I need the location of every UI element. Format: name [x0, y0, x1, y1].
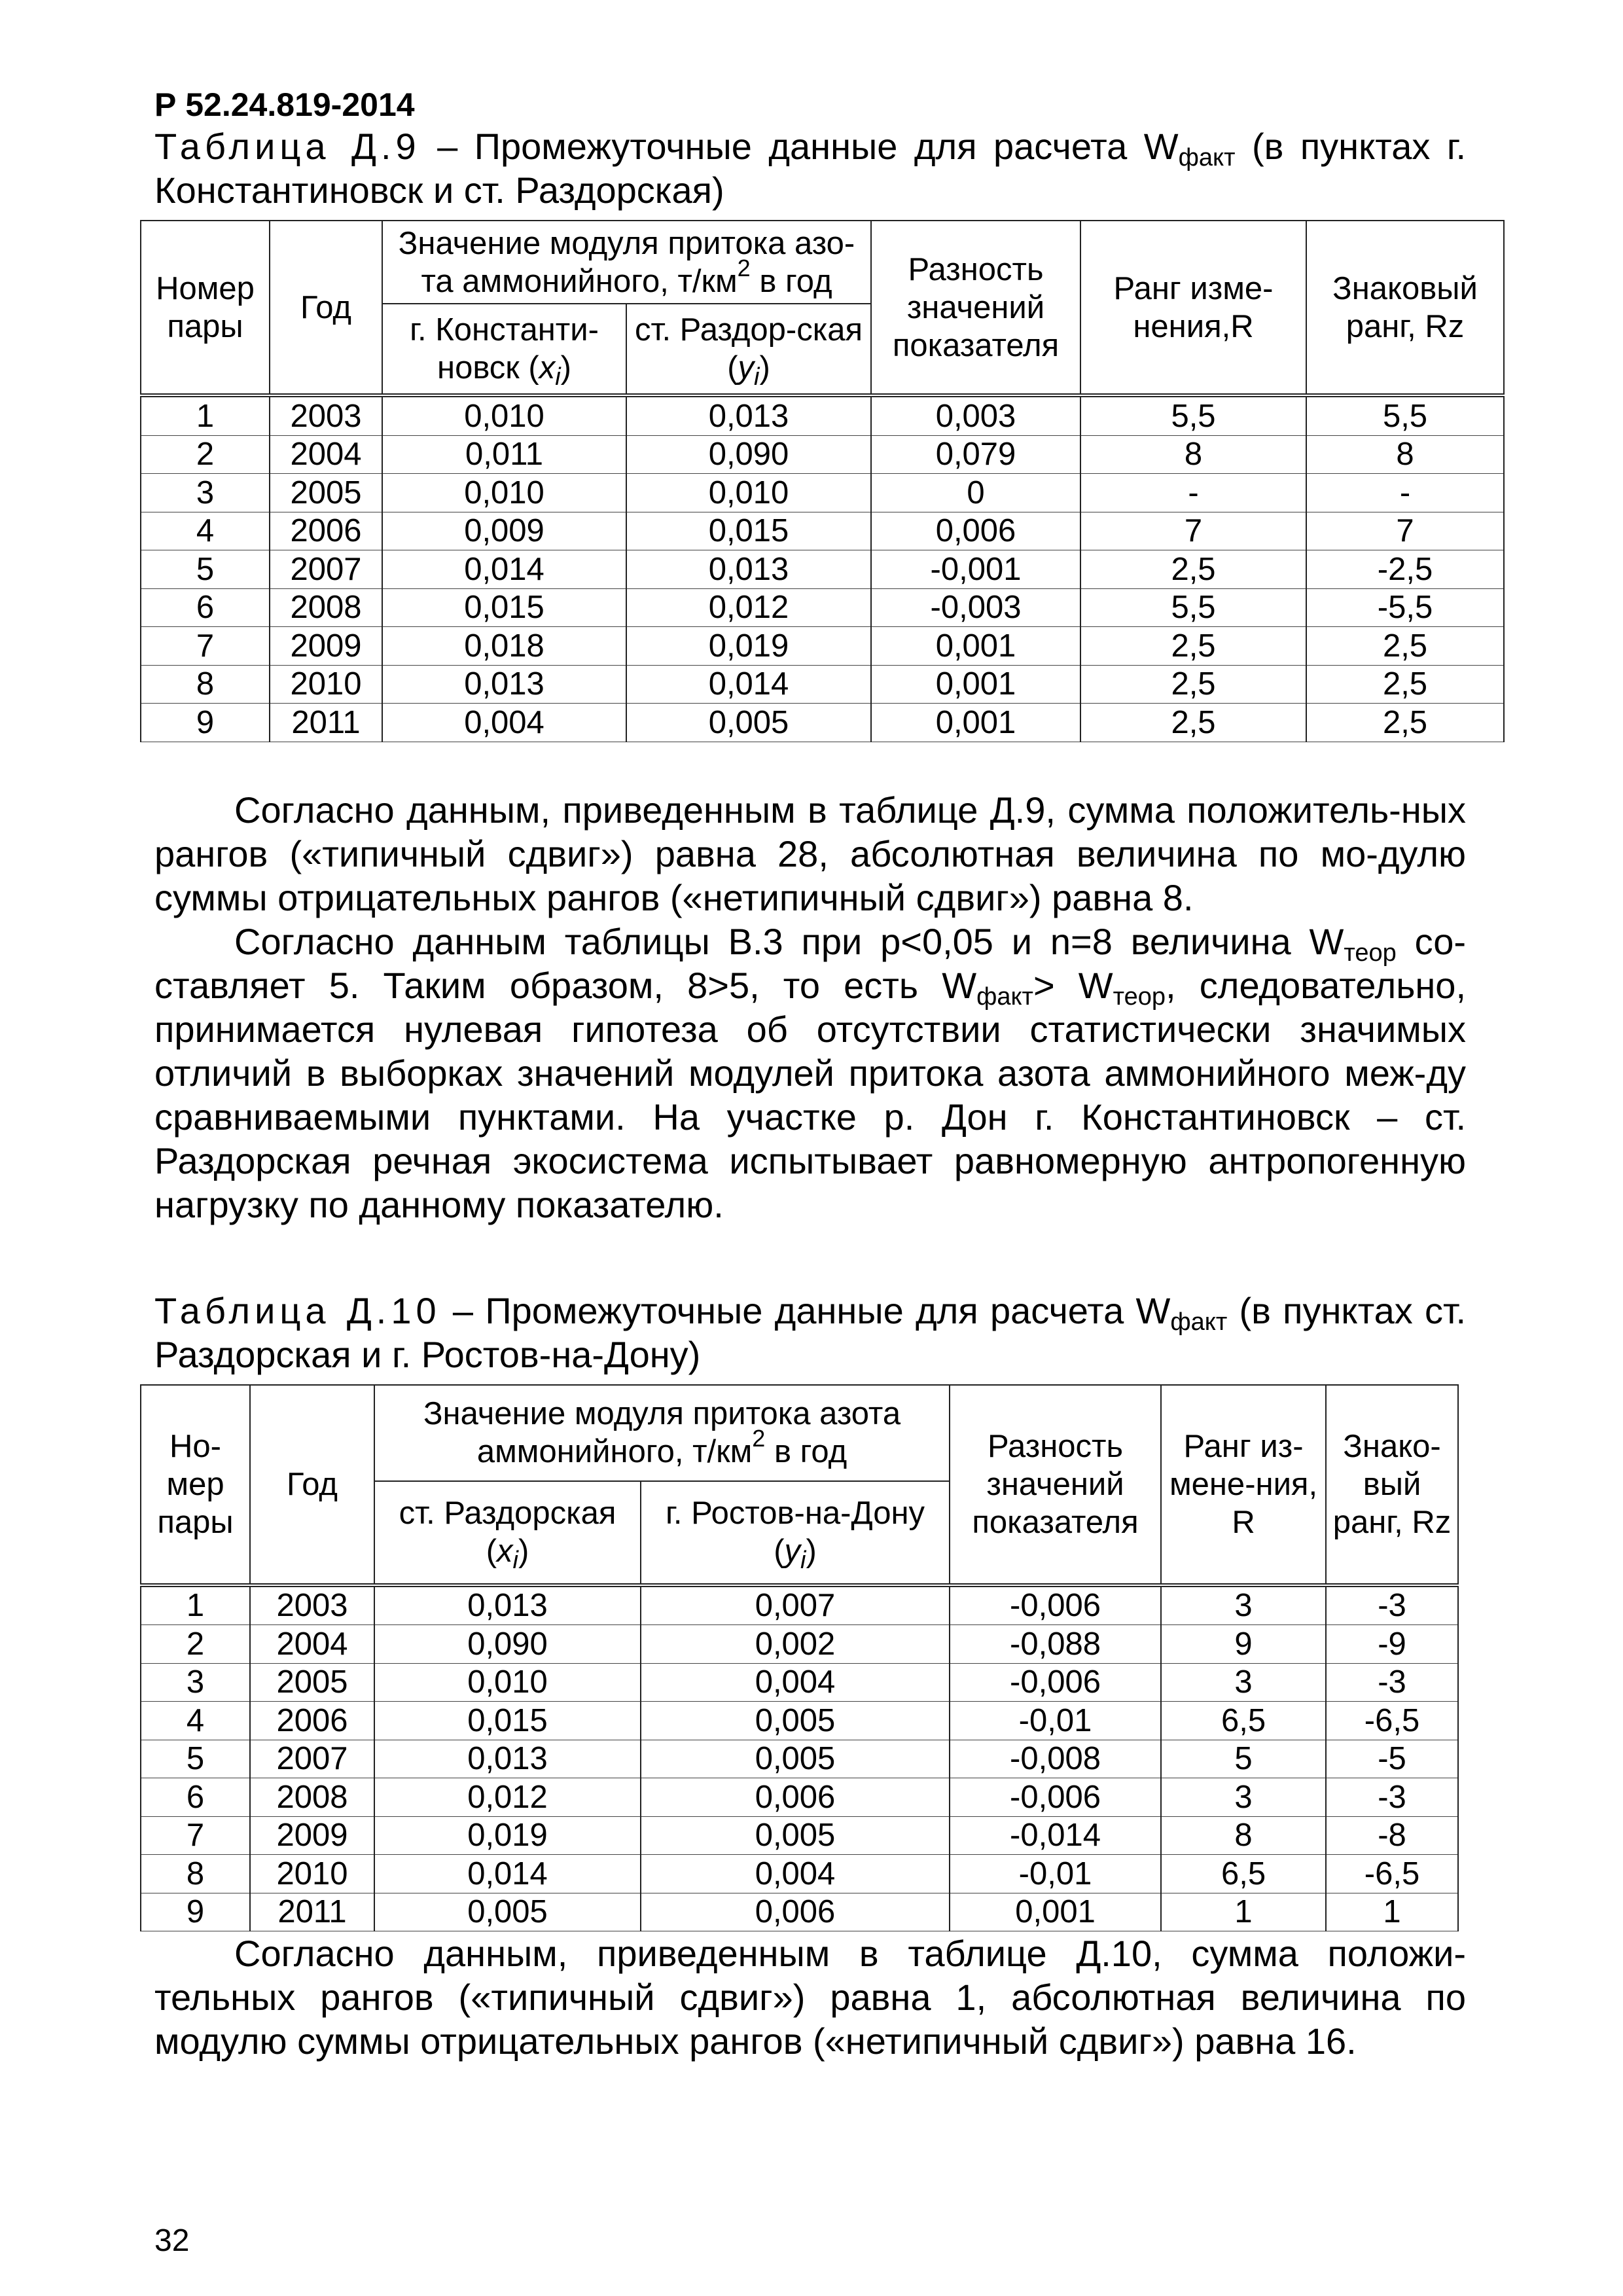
- table-cell: 0,012: [626, 588, 871, 627]
- table-cell: 0,010: [382, 474, 626, 512]
- header-rank: Ранг изме-нения,R: [1080, 221, 1306, 395]
- table-cell: 0,005: [641, 1740, 950, 1778]
- table-cell: 5: [141, 550, 270, 589]
- header-y-site: г. Ростов-на-Дону $(y_i)$: [641, 1481, 950, 1585]
- table-cell: 2011: [250, 1893, 374, 1931]
- paragraph-d9-summary: Согласно данным, приведенным в таблице Д.9, сумма положитель-ных рангов («типичный сдвиг») равна 28, абсолютная величина по мо-дулю суммы отрицательных рангов («нетипичный сдвиг») равна 8.: [154, 789, 1466, 918]
- header-x-site: ст. Раздорская $(x_i)$: [374, 1481, 641, 1585]
- table-cell: 2005: [270, 474, 382, 512]
- table-cell: 2004: [250, 1625, 374, 1664]
- table-cell: 1: [1326, 1893, 1458, 1931]
- paragraph-conclusion: Согласно данным таблицы В.3 при p<0,05 и n=8 величина $W_{теор}$ со-ставляет 5. Таким образом, 8>5, то есть $W_{факт}> W_{теор}$, следовательно, принимается нулевая гипотеза об отсутствии статистически значимых отличий в выборках значений модулей притока азота аммонийного меж-ду сравниваемыми пунктами. На участке р. Дон г. Константиновск – ст. Раздорская речная экосистема испытывает равномерную антропогенную нагрузку по данному показателю.: [154, 920, 1466, 1225]
- table-caption-label: Таблица Д.9: [154, 126, 421, 167]
- table-cell: 0,090: [626, 435, 871, 474]
- table-cell: 2010: [250, 1855, 374, 1893]
- document-code: Р 52.24.819-2014: [154, 86, 415, 123]
- table-cell: 2,5: [1080, 550, 1306, 589]
- table-cell: 9: [141, 704, 270, 742]
- table-row: [141, 1855, 1458, 1893]
- table-row: [141, 627, 1504, 666]
- table-cell: 0,013: [374, 1740, 641, 1778]
- table-cell: 5,5: [1306, 395, 1504, 435]
- table-cell: 0,009: [382, 512, 626, 550]
- table-cell: 1: [141, 395, 270, 435]
- table-cell: -6,5: [1326, 1702, 1458, 1740]
- table-cell: -0,01: [950, 1702, 1161, 1740]
- table-cell: 2,5: [1306, 665, 1504, 704]
- table-cell: -6,5: [1326, 1855, 1458, 1893]
- table-cell: 2007: [270, 550, 382, 589]
- table-cell: -3: [1326, 1663, 1458, 1702]
- table-cell: -0,001: [871, 550, 1080, 589]
- table-cell: 2005: [250, 1663, 374, 1702]
- header-value-group: Значение модуля притока азота аммонийного, $т/км^2$ в год: [374, 1385, 950, 1481]
- table-cell: 2007: [250, 1740, 374, 1778]
- table-cell: 8: [1306, 435, 1504, 474]
- table-cell: 0,015: [374, 1702, 641, 1740]
- table-cell: 8: [141, 1855, 250, 1893]
- table-cell: 2: [141, 435, 270, 474]
- table-cell: -5: [1326, 1740, 1458, 1778]
- table-cell: 0,006: [641, 1778, 950, 1817]
- table-cell: 0,014: [626, 665, 871, 704]
- table-row: [141, 395, 1504, 435]
- table-caption-d10: [154, 1289, 1466, 1376]
- table-cell: 2011: [270, 704, 382, 742]
- table-cell: 2,5: [1080, 627, 1306, 666]
- table-cell: 5,5: [1080, 588, 1306, 627]
- table-cell: -0,003: [871, 588, 1080, 627]
- table-cell: -3: [1326, 1778, 1458, 1817]
- table-cell: 3: [1161, 1585, 1326, 1625]
- table-cell: 2,5: [1080, 704, 1306, 742]
- table-cell: 9: [1161, 1625, 1326, 1664]
- table-caption-label: Таблица Д.10: [154, 1289, 441, 1331]
- table-cell: 2,5: [1306, 704, 1504, 742]
- table-cell: 1: [1161, 1893, 1326, 1931]
- table-caption-subscript: факт: [1178, 144, 1236, 171]
- table-caption-subscript: факт: [1170, 1308, 1228, 1336]
- table-cell: -3: [1326, 1585, 1458, 1625]
- table-cell: 0,004: [641, 1663, 950, 1702]
- header-value-group: Значение модуля притока азо-та аммонийного, $т/км^2$ в год: [382, 221, 871, 304]
- paragraph-d10-summary: Согласно данным, приведенным в таблице Д.10, сумма положи-тельных рангов («типичный сдвиг») равна 1, абсолютная величина по модулю суммы отрицательных рангов («нетипичный сдвиг») равна 16.: [154, 1933, 1466, 2062]
- table-cell: -8: [1326, 1816, 1458, 1855]
- table-row: [141, 1702, 1458, 1740]
- table-cell: 0,013: [626, 395, 871, 435]
- table-cell: 6,5: [1161, 1702, 1326, 1740]
- table-cell: 2: [141, 1625, 250, 1664]
- table-cell: 0,005: [641, 1702, 950, 1740]
- table-cell: 4: [141, 1702, 250, 1740]
- table-cell: -0,014: [950, 1816, 1161, 1855]
- table-cell: 5: [1161, 1740, 1326, 1778]
- table-row: [141, 665, 1504, 704]
- table-cell: 0,010: [626, 474, 871, 512]
- table-cell: 0,001: [871, 704, 1080, 742]
- table-cell: 5: [141, 1740, 250, 1778]
- table-row: [141, 512, 1504, 550]
- table-row: [141, 550, 1504, 589]
- table-cell: 2009: [250, 1816, 374, 1855]
- table-cell: 0,014: [382, 550, 626, 589]
- header-rank: Ранг из-мене-ния, R: [1161, 1385, 1326, 1585]
- table-cell: 0,006: [641, 1893, 950, 1931]
- table-cell: 0,004: [641, 1855, 950, 1893]
- table-cell: 0,001: [871, 627, 1080, 666]
- table-cell: 2010: [270, 665, 382, 704]
- header-year: Год: [250, 1385, 374, 1585]
- table-row: [141, 1893, 1458, 1931]
- header-signed-rank: Знаковый ранг, Rz: [1306, 221, 1504, 395]
- table-row: [141, 704, 1504, 742]
- table-cell: 8: [1080, 435, 1306, 474]
- table-caption-text: – Промежуточные данные для расчета W: [452, 1289, 1171, 1331]
- table-cell: 3: [1161, 1778, 1326, 1817]
- table-cell: -0,008: [950, 1740, 1161, 1778]
- table-cell: 0,010: [374, 1663, 641, 1702]
- header-difference: Разность значений показателя: [871, 221, 1080, 395]
- table-cell: 6: [141, 1778, 250, 1817]
- table-cell: -: [1080, 474, 1306, 512]
- table-cell: 0,013: [374, 1585, 641, 1625]
- table-cell: 2,5: [1306, 627, 1504, 666]
- table-row: [141, 1740, 1458, 1778]
- table-caption-d9: [154, 124, 1466, 212]
- table-cell: 2,5: [1080, 665, 1306, 704]
- table-cell: 6,5: [1161, 1855, 1326, 1893]
- table-cell: -9: [1326, 1625, 1458, 1664]
- table-cell: -0,006: [950, 1663, 1161, 1702]
- table-cell: -0,01: [950, 1855, 1161, 1893]
- table-cell: 0,013: [382, 665, 626, 704]
- header-difference: Разность значений показателя: [950, 1385, 1161, 1585]
- table-cell: 0,001: [950, 1893, 1161, 1931]
- table-cell: 0,013: [626, 550, 871, 589]
- table-cell: 0,090: [374, 1625, 641, 1664]
- table-cell: 0,007: [641, 1585, 950, 1625]
- table-cell: 2003: [270, 395, 382, 435]
- header-x-site: г. Константи-новск $(x_i)$: [382, 304, 626, 395]
- table-cell: -0,006: [950, 1585, 1161, 1625]
- table-cell: 0,015: [382, 588, 626, 627]
- table-cell: 0,003: [871, 395, 1080, 435]
- table-cell: 0,004: [382, 704, 626, 742]
- page-number: 32: [154, 2223, 190, 2258]
- table-cell: 0: [871, 474, 1080, 512]
- data-table-d9: [140, 220, 1505, 742]
- table-cell: 2008: [270, 588, 382, 627]
- table-cell: -0,006: [950, 1778, 1161, 1817]
- table-cell: 1: [141, 1585, 250, 1625]
- table-row: [141, 474, 1504, 512]
- table-cell: 0,019: [626, 627, 871, 666]
- table-cell: 8: [1161, 1816, 1326, 1855]
- table-caption-tail: (в пунктах г. Константиновск и ст. Раздорская): [154, 126, 1467, 211]
- table-cell: 0,006: [871, 512, 1080, 550]
- table-cell: 3: [1161, 1663, 1326, 1702]
- table-cell: 0,010: [382, 395, 626, 435]
- header-pair-number: Номер пары: [141, 221, 270, 395]
- table-cell: 0,005: [641, 1816, 950, 1855]
- data-table-d10: [140, 1384, 1459, 1932]
- table-cell: 0,015: [626, 512, 871, 550]
- table-cell: 0,079: [871, 435, 1080, 474]
- table-row: [141, 588, 1504, 627]
- table-row: [141, 1625, 1458, 1664]
- table-cell: 7: [1306, 512, 1504, 550]
- table-cell: 0,018: [382, 627, 626, 666]
- table-row: [141, 1663, 1458, 1702]
- table-row: [141, 1816, 1458, 1855]
- table-cell: 6: [141, 588, 270, 627]
- table-cell: 0,012: [374, 1778, 641, 1817]
- table-cell: -2,5: [1306, 550, 1504, 589]
- table-cell: 2008: [250, 1778, 374, 1817]
- header-signed-rank: Знако-вый ранг, Rz: [1326, 1385, 1458, 1585]
- table-row: [141, 1778, 1458, 1817]
- table-cell: 7: [1080, 512, 1306, 550]
- table-caption-text: – Промежуточные данные для расчета W: [437, 126, 1179, 167]
- document-page: [154, 85, 1478, 2063]
- table-caption-tail: (в пунктах ст. Раздорская и г. Ростов-на-Дону): [154, 1289, 1467, 1375]
- table-cell: 7: [141, 1816, 250, 1855]
- table-body-d9: [141, 395, 1504, 742]
- table-row: [141, 435, 1504, 474]
- header-pair-number: Но-мер пары: [141, 1385, 250, 1585]
- header-y-site: ст. Раздор-ская $(y_i)$: [626, 304, 871, 395]
- table-cell: -: [1306, 474, 1504, 512]
- table-cell: 0,005: [374, 1893, 641, 1931]
- table-cell: 0,011: [382, 435, 626, 474]
- table-cell: 5,5: [1080, 395, 1306, 435]
- table-cell: 7: [141, 627, 270, 666]
- table-cell: 2009: [270, 627, 382, 666]
- table-cell: 9: [141, 1893, 250, 1931]
- table-cell: 3: [141, 1663, 250, 1702]
- table-body-d10: [141, 1585, 1458, 1931]
- table-cell: 0,002: [641, 1625, 950, 1664]
- table-cell: 0,005: [626, 704, 871, 742]
- table-cell: 2006: [250, 1702, 374, 1740]
- table-cell: -5,5: [1306, 588, 1504, 627]
- table-cell: 0,019: [374, 1816, 641, 1855]
- table-cell: 4: [141, 512, 270, 550]
- header-year: Год: [270, 221, 382, 395]
- table-row: [141, 1585, 1458, 1625]
- table-cell: 8: [141, 665, 270, 704]
- table-cell: 2006: [270, 512, 382, 550]
- table-cell: 0,014: [374, 1855, 641, 1893]
- table-cell: 2003: [250, 1585, 374, 1625]
- table-cell: 0,001: [871, 665, 1080, 704]
- table-cell: -0,088: [950, 1625, 1161, 1664]
- table-cell: 2004: [270, 435, 382, 474]
- table-cell: 3: [141, 474, 270, 512]
